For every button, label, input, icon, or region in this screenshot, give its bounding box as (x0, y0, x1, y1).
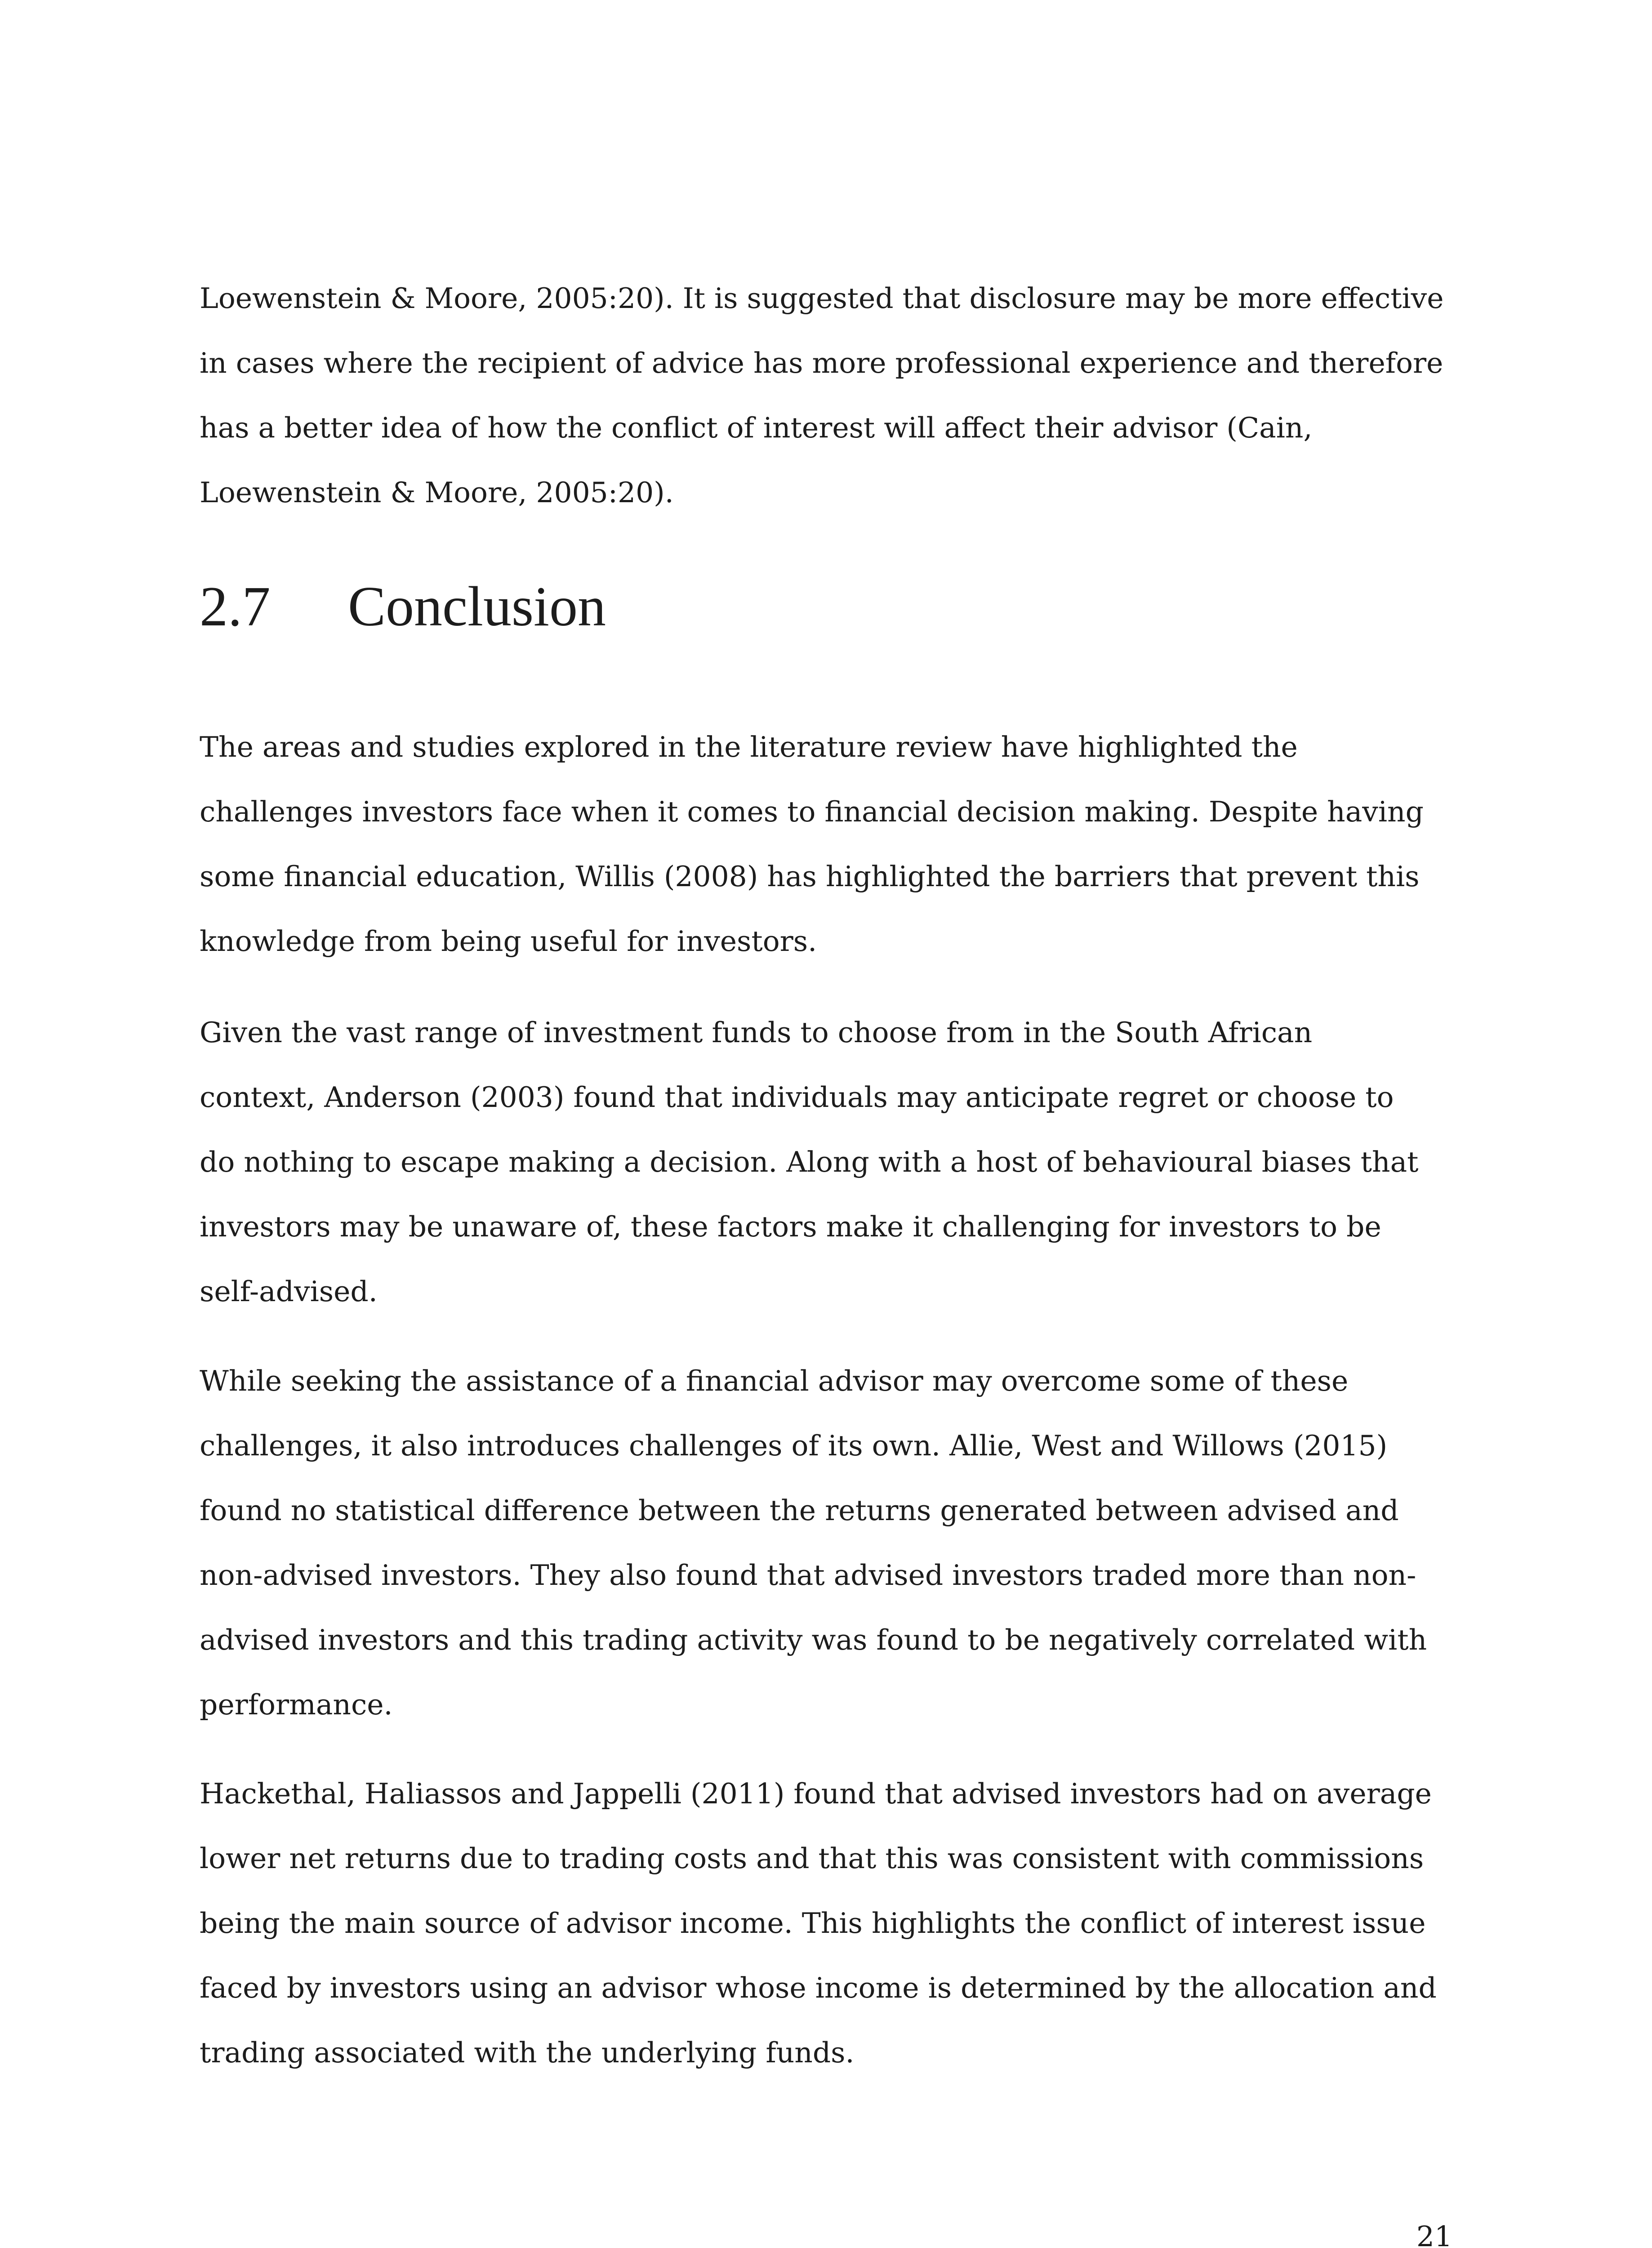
text-line: do nothing to escape making a decision. Along with a host of behavioural biases that (200, 1146, 1419, 1178)
text-line: in cases where the recipient of advice has more professional experience and therefore (200, 347, 1443, 379)
text-line: self-advised. (200, 1275, 378, 1308)
text-line: challenges investors face when it comes to financial decision making. Despite having (200, 795, 1424, 828)
text-line: investors may be unaware of, these factors make it challenging for investors to be (200, 1210, 1381, 1243)
text-line: The areas and studies explored in the literature review have highlighted the (200, 731, 1298, 763)
section-title: Conclusion (348, 575, 606, 638)
text-line: Loewenstein & Moore, 2005:20). It is suggested that disclosure may be more effective (200, 282, 1444, 315)
section-number: 2.7 (200, 575, 271, 638)
text-line: advised investors and this trading activity was found to be negatively correlated with (200, 1624, 1427, 1656)
text-line: Hackethal, Haliassos and Jappelli (2011) found that advised investors had on average (200, 1777, 1432, 1810)
text-line: performance. (200, 1688, 393, 1721)
paragraph-2 (200, 1000, 1452, 1324)
text-line: some financial education, Willis (2008) has highlighted the barriers that prevent this (200, 860, 1420, 893)
paragraph-3 (200, 1349, 1452, 1737)
text-line: While seeking the assistance of a financial advisor may overcome some of these (200, 1365, 1349, 1397)
text-line: lower net returns due to trading costs and that this was consistent with commissions (200, 1842, 1424, 1875)
text-line: Loewenstein & Moore, 2005:20). (200, 476, 674, 509)
text-line: has a better idea of how the conflict of interest will affect their advisor (Cain, (200, 411, 1313, 444)
text-line: faced by investors using an advisor whose income is determined by the allocation and (200, 1971, 1437, 2004)
text-line: trading associated with the underlying funds. (200, 2036, 855, 2069)
section-heading (200, 571, 606, 643)
text-line: non-advised investors. They also found that advised investors traded more than non- (200, 1559, 1416, 1592)
paragraph-4 (200, 1762, 1452, 2085)
text-line: found no statistical difference between the returns generated between advised and (200, 1494, 1399, 1527)
paragraph-intro (200, 266, 1452, 525)
paragraph-1 (200, 715, 1452, 974)
text-line: knowledge from being useful for investors. (200, 925, 817, 958)
text-line: being the main source of advisor income. This highlights the conflict of interest issue (200, 1907, 1426, 1940)
text-line: Given the vast range of investment funds to choose from in the South African (200, 1016, 1313, 1049)
page-number: 21 (1416, 2220, 1452, 2248)
text-line: context, Anderson (2003) found that individuals may anticipate regret or choose to (200, 1081, 1394, 1114)
text-line: challenges, it also introduces challenges of its own. Allie, West and Willows (2015) (200, 1429, 1388, 1462)
